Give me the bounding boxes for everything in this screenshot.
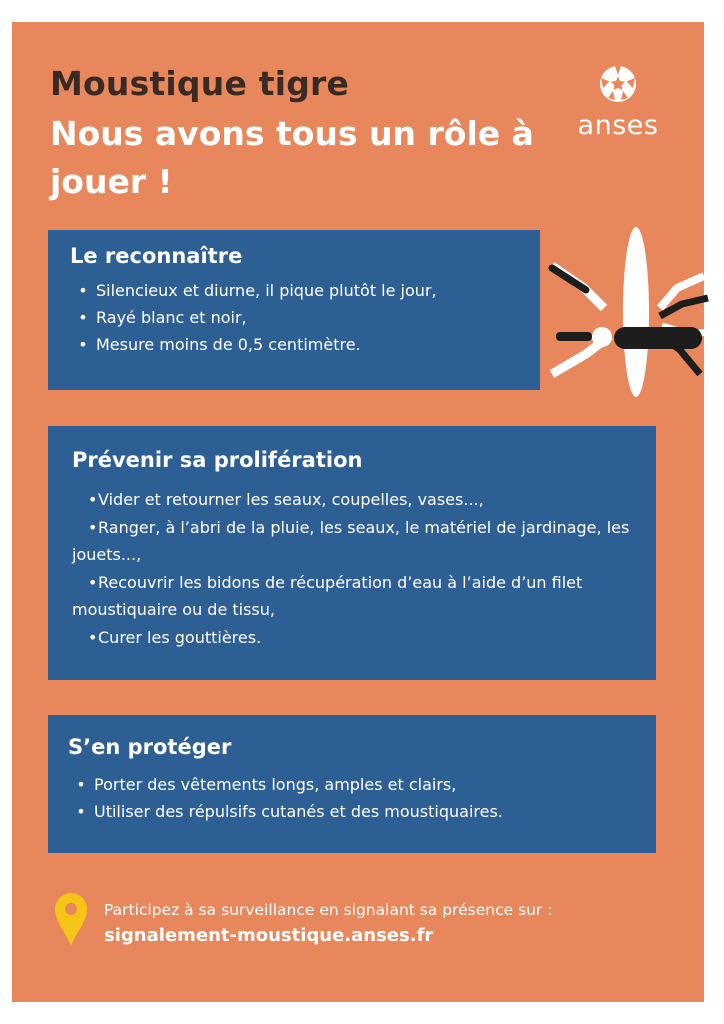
list-item: •Curer les gouttières. <box>72 624 640 652</box>
bullet-icon: • <box>88 627 98 647</box>
section-protect <box>48 715 656 853</box>
list-item: •Vider et retourner les seaux, coupelles, vases..., <box>72 486 640 514</box>
location-pin-icon <box>52 890 90 948</box>
bullet-icon: • <box>88 490 98 509</box>
list-item: • Rayé blanc et noir, <box>70 304 524 331</box>
bullet-icon: • <box>78 335 88 354</box>
bullet-icon: • <box>78 308 88 327</box>
footer-text: Participez à sa surveillance en signalant sa présence sur : <box>104 901 553 919</box>
list-item: •Ranger, à l’abri de la pluie, les seaux, le matériel de jardinage, les jouets..., <box>72 514 640 569</box>
section-protect-heading: S’en protéger <box>68 735 232 759</box>
list-item: • Porter des vêtements longs, amples et clairs, <box>68 771 640 798</box>
section-prevent <box>48 426 656 680</box>
anses-star-icon <box>598 64 638 104</box>
poster <box>12 22 704 1002</box>
list-item: •Recouvrir les bidons de récupération d’eau à l’aide d’un filet moustiquaire ou de tissu, <box>72 569 640 624</box>
anses-logo <box>568 64 668 141</box>
footer <box>104 898 553 950</box>
section-prevent-heading: Prévenir sa prolifération <box>72 448 363 472</box>
bullet-icon: • <box>88 517 98 537</box>
anses-logo-text: anses <box>577 110 659 141</box>
bullet-icon: • <box>76 802 86 821</box>
section-protect-list <box>68 771 640 825</box>
list-item: • Silencieux et diurne, il pique plutôt le jour, <box>70 277 524 304</box>
section-recognize-heading: Le reconnaître <box>70 244 243 268</box>
mosquito-icon <box>542 224 712 402</box>
bullet-icon: • <box>88 572 98 592</box>
list-item: • Mesure moins de 0,5 centimètre. <box>70 331 524 358</box>
list-item: • Utiliser des répulsifs cutanés et des moustiquaires. <box>68 798 640 825</box>
bullet-icon: • <box>76 775 86 794</box>
footer-link[interactable]: signalement-moustique.anses.fr <box>104 925 434 946</box>
bullet-icon: • <box>78 281 88 300</box>
section-recognize-list <box>70 277 524 358</box>
title-subtitle: Nous avons tous un rôle à jouer ! <box>50 114 534 201</box>
title-main: Moustique tigre <box>50 64 350 103</box>
section-recognize <box>48 230 540 390</box>
section-prevent-list <box>72 486 640 651</box>
